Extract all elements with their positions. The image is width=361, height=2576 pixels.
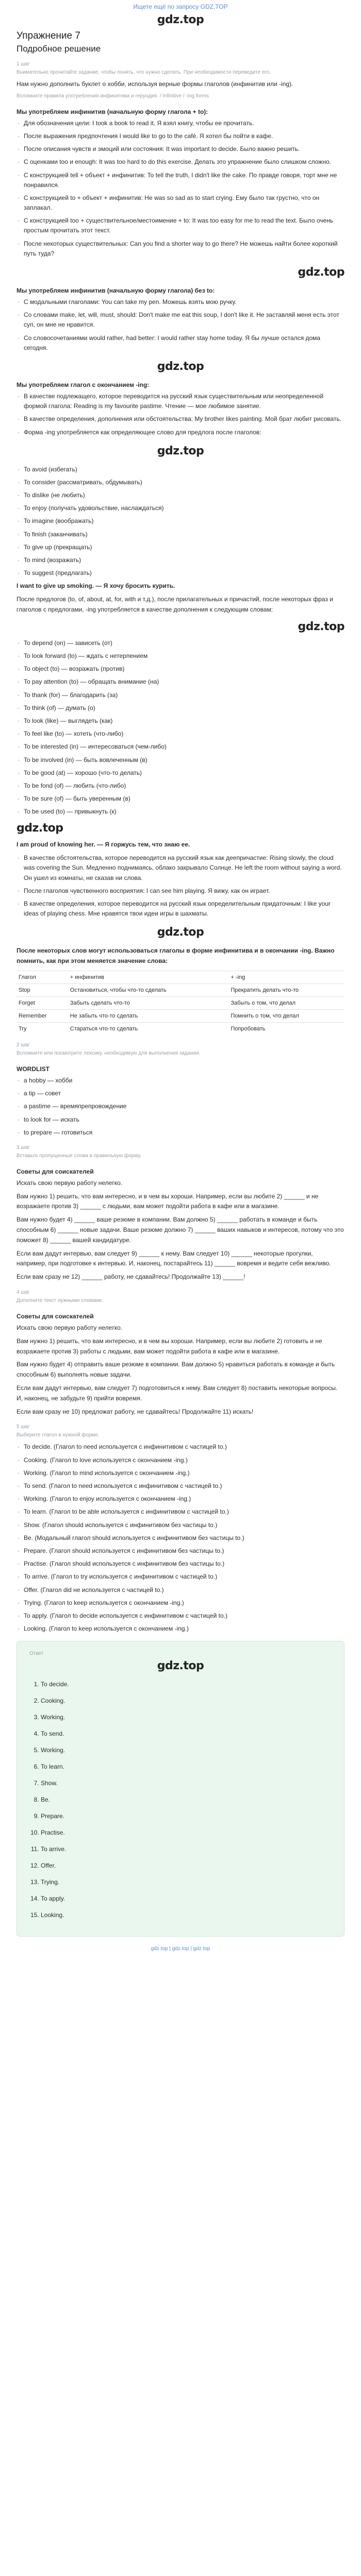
- list-item: · To be involved (in) — быть вовлеченным (в): [17, 755, 344, 765]
- table-row: [17, 996, 344, 1009]
- list-item: · To dislike (не любить): [17, 490, 344, 500]
- example-sentence: I am proud of knowing her. — Я горжусь тем, что знаю ее.: [17, 841, 190, 849]
- answers-list: [29, 1680, 332, 1920]
- section-heading: Советы для соискателей: [17, 1167, 94, 1175]
- table-cell: Не забыть что-то сделать: [68, 1009, 229, 1022]
- top-note[interactable]: Ищете ещё по запросу GDZ.TOP: [133, 3, 228, 10]
- wordlist: [17, 1076, 344, 1138]
- list-item: · To send. (Глагол to need используется с инфинитивом с частицей to.): [17, 1481, 344, 1491]
- answer-item: 11. To arrive.: [41, 1844, 332, 1854]
- exercise-title: Упражнение 7: [17, 30, 80, 41]
- answer-item: 12. Offer.: [41, 1861, 332, 1870]
- hint-text: Выберите глагол в нужной форме.: [17, 1432, 100, 1438]
- example-sentence: I want to give up smoking. — Я хочу бросить курить.: [17, 582, 175, 590]
- section-heading: Мы употребляем инфинитив (начальную форму глагола + to):: [17, 108, 208, 115]
- answer-label: Ответ: [29, 1651, 44, 1657]
- list-item: · С оценками too и enough: It was too hard to do this exercise. Делать это упражнение было слишком сложно.: [17, 157, 344, 167]
- list-item: · To think (of) — думать (о): [17, 703, 344, 713]
- list-item: · В качестве определения, дополнения или обстоятельства: My brother likes painting. Мой брат любит рисовать.: [17, 414, 344, 424]
- table-cell: Остановиться, чтобы что-то сделать: [68, 984, 229, 996]
- step-label: 3 шаг: [17, 1144, 30, 1150]
- answer-item: 7. Show.: [41, 1778, 332, 1788]
- site-logo[interactable]: gdz.top: [157, 1659, 204, 1673]
- list-item: · To thank (for) — благодарить (за): [17, 690, 344, 700]
- list-item: · Со словами make, let, will, must, should: Don't make me eat this soup, I don't like it. Не заставляй меня есть этот суп, он мне не нравится.: [17, 310, 344, 330]
- list-item: · To apply. (Глагол to decide используется с инфинитивом с частицей to.): [17, 1611, 344, 1621]
- site-logo[interactable]: gdz.top: [298, 266, 344, 279]
- list-item: · a pastime — времяпрепровождение: [17, 1101, 344, 1111]
- list-item: · To give up (прекращать): [17, 543, 344, 552]
- section-heading: Мы употребляем глагол с окончанием -ing:: [17, 381, 150, 388]
- bare-infinitive-list: [17, 297, 344, 353]
- step-label: 1 шаг: [17, 61, 30, 67]
- hint-text: Вставьте пропущенные слова в правильную форму.: [17, 1153, 141, 1159]
- list-item: · To be sure (of) — быть уверенным (в): [17, 794, 344, 804]
- list-item: · В качестве определения, которое переводится на русский язык определительным придаточным: I like your ideas of playing chess. Мне нравятся твои идеи игры в шахматы.: [17, 899, 344, 919]
- more-rules-list: [17, 853, 344, 919]
- list-item: · Show. (Глагол should используется с инфинитивом без частицы to.): [17, 1520, 344, 1530]
- table-row: [17, 1022, 344, 1035]
- table-cell: Стараться что-то сделать: [68, 1022, 229, 1035]
- table-cell: Try: [17, 1022, 68, 1035]
- step-label: 5 шаг: [17, 1424, 30, 1430]
- list-item: · После некоторых существительных: Can you find a shorter way to go there? Не можешь найти более короткий путь туда?: [17, 239, 344, 259]
- table-cell: Stop: [17, 984, 68, 996]
- answer-item: 13. Trying.: [41, 1877, 332, 1887]
- explained-answers-list: [17, 1442, 344, 1634]
- list-item: · To feel like (to) — хотеть (что-либо): [17, 729, 344, 739]
- answer-item: 15. Looking.: [41, 1910, 332, 1920]
- answer-item: 8. Be.: [41, 1795, 332, 1804]
- intro-text: Нам нужно дополнить буклет о хобби, используя верные формы глаголов (инфинитив или -ing).: [17, 80, 293, 88]
- list-item: · Форма -ing употребляется как определяющее слово для предлога после глаголов:: [17, 428, 344, 437]
- list-item: · Looking. (Глагол to keep используется с окончанием -ing.): [17, 1624, 344, 1634]
- preposition-note: После предлогов (to, of, about, at, for, with и т.д.), после прилагательных и причастий, после некоторых фраз и глаголов с предлогами, -ing употребляется в качестве дополнения к следующим словам:: [17, 596, 333, 614]
- list-item: · a tip — совет: [17, 1089, 344, 1098]
- list-item: · To object (to) — возражать (против): [17, 664, 344, 674]
- table-cell: Remember: [17, 1009, 68, 1022]
- site-logo[interactable]: gdz.top: [298, 620, 344, 633]
- paragraph: Если вам дадут интервью, вам следует 7) подготовиться к нему. Вам следует 8) поставить некоторые вопросы. И, наконец, не забудьте 9) прийти вовремя.: [17, 1384, 338, 1402]
- hint-text: Внимательно прочитайте задание, чтобы понять, что нужно сделать. При необходимости переведите его.: [17, 70, 271, 75]
- paragraph: Если вам дадут интервью, вам следует 9) ______ к нему. Вам следует 10) ______ некоторые прогулки, например, при подготовке к интервью. И, наконец, постарайтесь 11) ______ вовремя и ведите себя вежливо.: [17, 1249, 331, 1267]
- table-cell: Попробовать: [228, 1022, 344, 1035]
- infinitive-rules-list: [17, 118, 344, 259]
- paragraph: Вам нужно 1) решить, что вам интересно, и в чем вы хороши. Например, если вы любите 2) ______ и не возражаете против 3) ______ с людьми, вам может подойти работа в кафе или в магазине.: [17, 1192, 319, 1210]
- list-item: · To look (like) — выглядеть (как): [17, 716, 344, 726]
- table-cell: Forget: [17, 996, 68, 1009]
- table-row: [17, 984, 344, 996]
- table-row: [17, 1009, 344, 1022]
- answer-item: 2. Cooking.: [41, 1696, 332, 1705]
- table-heading: После некоторых слов могут использоваться глаголы в форме инфинитива и в окончании -ing. Важно помнить, как при этом меняется значение слова:: [17, 947, 335, 965]
- list-item: · Для обозначения цели: I took a book to read it. Я взял книгу, чтобы ее прочитать.: [17, 118, 344, 128]
- list-item: · Со словосочетаниями would rather, had better: I would rather stay home today. Я бы лучше остался дома сегодня.: [17, 333, 344, 353]
- list-item: · To be good (at) — хорошо (что-то делать): [17, 768, 344, 778]
- list-item: · To consider (рассматривать, обдумывать): [17, 478, 344, 487]
- preposition-verbs-list: [17, 638, 344, 817]
- table-cell: Прекратить делать что-то: [228, 984, 344, 996]
- ing-verbs-list: [17, 465, 344, 579]
- paragraph: Искать свою первую работу нелегко.: [17, 1324, 123, 1332]
- answer-box: [17, 1641, 344, 1937]
- table-row: [17, 971, 344, 984]
- list-item: · После описания чувств и эмоций или состояния: It was important to decide. Было важно решить.: [17, 144, 344, 154]
- footer-links[interactable]: gdz.top | gdz.top | gdz.top: [151, 1946, 210, 1952]
- site-logo[interactable]: gdz.top: [157, 926, 204, 939]
- list-item: · Working. (Глагол to mind используется с окончанием -ing.): [17, 1468, 344, 1478]
- rules-hint: Вспомните правила употребления инфинитива и герундия. / Infinitive / -ing forms: [17, 93, 209, 99]
- list-item: · После выражения предпочтения I would like to go to the café. Я хотел бы пойти в кафе.: [17, 131, 344, 141]
- list-item: · С модальными глаголами: You can take my pen. Можешь взять мою ручку.: [17, 297, 344, 307]
- paragraph: Вам нужно будет 4) ______ ваше резюме в компании. Вам должно 5) ______ работать в команде и быть способным 6) ______ новые задачи. Ваше резюме должно 7) ______ ваших навыков и интересов, потому что это поможет 8) ______ вашей кандидатуре.: [17, 1216, 344, 1244]
- table-cell: + -ing: [228, 971, 344, 984]
- list-item: · To avoid (избегать): [17, 465, 344, 474]
- step-label: 4 шаг: [17, 1290, 30, 1296]
- list-item: · a hobby — хобби: [17, 1076, 344, 1086]
- content: [0, 30, 361, 1952]
- site-logo[interactable]: gdz.top: [157, 444, 204, 457]
- list-item: · To be interested (in) — интересоваться (чем-либо): [17, 742, 344, 752]
- wordlist-heading: WORDLIST: [17, 1065, 50, 1073]
- answer-item: 1. To decide.: [41, 1680, 332, 1689]
- table-cell: Забыть о том, что делал: [228, 996, 344, 1009]
- hint-text: Вспомните или посмотрите лексику, необходимую для выполнения задания.: [17, 1050, 201, 1056]
- paragraph: Вам нужно 1) решить, что вам интересно, и в чем вы хороши. Например, если вы любите 2) готовить и не возражаете против 3) работы с людьми, вам может подойти работа в кафе или в магазине.: [17, 1337, 322, 1355]
- paragraph: Вам нужно будет 4) отправить ваше резюме в компании. Вам должно 5) нравиться работать в команде и быть способным 6) выполнять новые задачи.: [17, 1361, 335, 1379]
- answer-item: 10. Practise.: [41, 1828, 332, 1837]
- table-cell: Помнить о том, что делал: [228, 1009, 344, 1022]
- list-item: · Working. (Глагол to enjoy используется с окончанием -ing.): [17, 1494, 344, 1504]
- list-item: · С конструкцией to + объект + инфинитив: He was so sad as to start crying. Ему было так грустно, что он заплакал.: [17, 193, 344, 213]
- list-item: · To pay attention (to) — обращать внимание (на): [17, 677, 344, 687]
- list-item: · To finish (заканчивать): [17, 530, 344, 539]
- answer-item: 5. Working.: [41, 1745, 332, 1755]
- answer-item: 14. To apply.: [41, 1894, 332, 1903]
- list-item: · to prepare — готовиться: [17, 1128, 344, 1138]
- site-logo[interactable]: gdz.top: [17, 822, 63, 835]
- answer-item: 6. To learn.: [41, 1762, 332, 1771]
- list-item: · To suggest (предлагать): [17, 568, 344, 578]
- list-item: · To be fond (of) — любить (что-либо): [17, 781, 344, 791]
- list-item: · To arrive. (Глагол to try используется с инфинитивом с частицей to.): [17, 1572, 344, 1582]
- section-heading: Мы употребляем инфинитив (начальную форму глагола) без to:: [17, 287, 215, 295]
- table-cell: + инфинитив: [68, 971, 229, 984]
- verb-meaning-table: [17, 971, 344, 1035]
- paragraph: Если вам сразу не 12) ______ работу, не сдавайтесь! Продолжайте 13) ______!: [17, 1273, 245, 1281]
- answer-item: 9. Prepare.: [41, 1811, 332, 1821]
- hint-text: Дополните текст нужными словами.: [17, 1298, 103, 1304]
- table-cell: Глагол: [17, 971, 68, 984]
- list-item: · В качестве обстоятельства, которое переводится на русский язык как деепричастие: Rising slowly, the cloud was covering the Sun. Медленно поднимаясь, облако закрывало Солнце. He left the room without saying a word. Он ушел из комнаты, не сказав ни слова.: [17, 853, 344, 883]
- list-item: · To learn. (Глагол to be able используется с инфинитивом с частицей to.): [17, 1507, 344, 1517]
- list-item: · To imagine (воображать): [17, 516, 344, 526]
- paragraph: Если вам сразу не 10) предложат работу, не сдавайтесь! Продолжайте 11) искать!: [17, 1408, 254, 1415]
- list-item: · To decide. (Глагол to need используется с инфинитивом с частицей to.): [17, 1442, 344, 1452]
- list-item: · To depend (on) — зависеть (от): [17, 638, 344, 648]
- list-item: · С конструкцией tell + объект + инфинитив: To tell the truth, I didn't like the cake. По правде говоря, торт мне не понравился.: [17, 171, 344, 190]
- list-item: · В качестве подлежащего, которое переводится на русский язык существительным или неопределенной формой глагола: Reading is my favourite pastime. Чтение — мое любимое занятие.: [17, 392, 344, 411]
- list-item: · To be used (to) — привыкнуть (к): [17, 807, 344, 817]
- section-heading: Советы для соискателей: [17, 1313, 94, 1320]
- list-item: · Prepare. (Глагол should используется с инфинитивом без частицы to.): [17, 1546, 344, 1556]
- list-item: · To look forward (to) — ждать с нетерпением: [17, 651, 344, 661]
- ing-rules-list: [17, 392, 344, 437]
- paragraph: Искать свою первую работу нелегко.: [17, 1179, 123, 1187]
- answer-item: 4. To send.: [41, 1729, 332, 1738]
- list-item: · Practise. (Глагол should используется с инфинитивом без частицы to.): [17, 1559, 344, 1569]
- step-label: 2 шаг: [17, 1042, 30, 1048]
- list-item: · To mind (возражать): [17, 555, 344, 565]
- list-item: · Trying. (Глагол to keep используется с окончанием -ing.): [17, 1598, 344, 1608]
- list-item: · После глаголов чувственного восприятия: I can see him playing. Я вижу, как он играет.: [17, 886, 344, 896]
- list-item: · Cooking. (Глагол to love используется с окончанием -ing.): [17, 1455, 344, 1465]
- solution-subtitle: Подробное решение: [17, 44, 101, 54]
- list-item: · С конструкцией too + существительное/местоимение + to: It was too easy for me to read the text. Было очень простым прочитать этот текст.: [17, 216, 344, 235]
- answer-item: 3. Working.: [41, 1713, 332, 1722]
- table-cell: Забыть сделать что-то: [68, 996, 229, 1009]
- list-item: · To enjoy (получать удовольствие, наслаждаться): [17, 503, 344, 513]
- site-logo[interactable]: gdz.top: [157, 13, 204, 26]
- list-item: · Offer. (Глагол did не используется с частицей to.): [17, 1585, 344, 1595]
- list-item: · Be. (Модальный глагол should используется с инфинитивом без частицы to.): [17, 1533, 344, 1543]
- site-logo[interactable]: gdz.top: [157, 360, 204, 373]
- list-item: · to look for — искать: [17, 1115, 344, 1125]
